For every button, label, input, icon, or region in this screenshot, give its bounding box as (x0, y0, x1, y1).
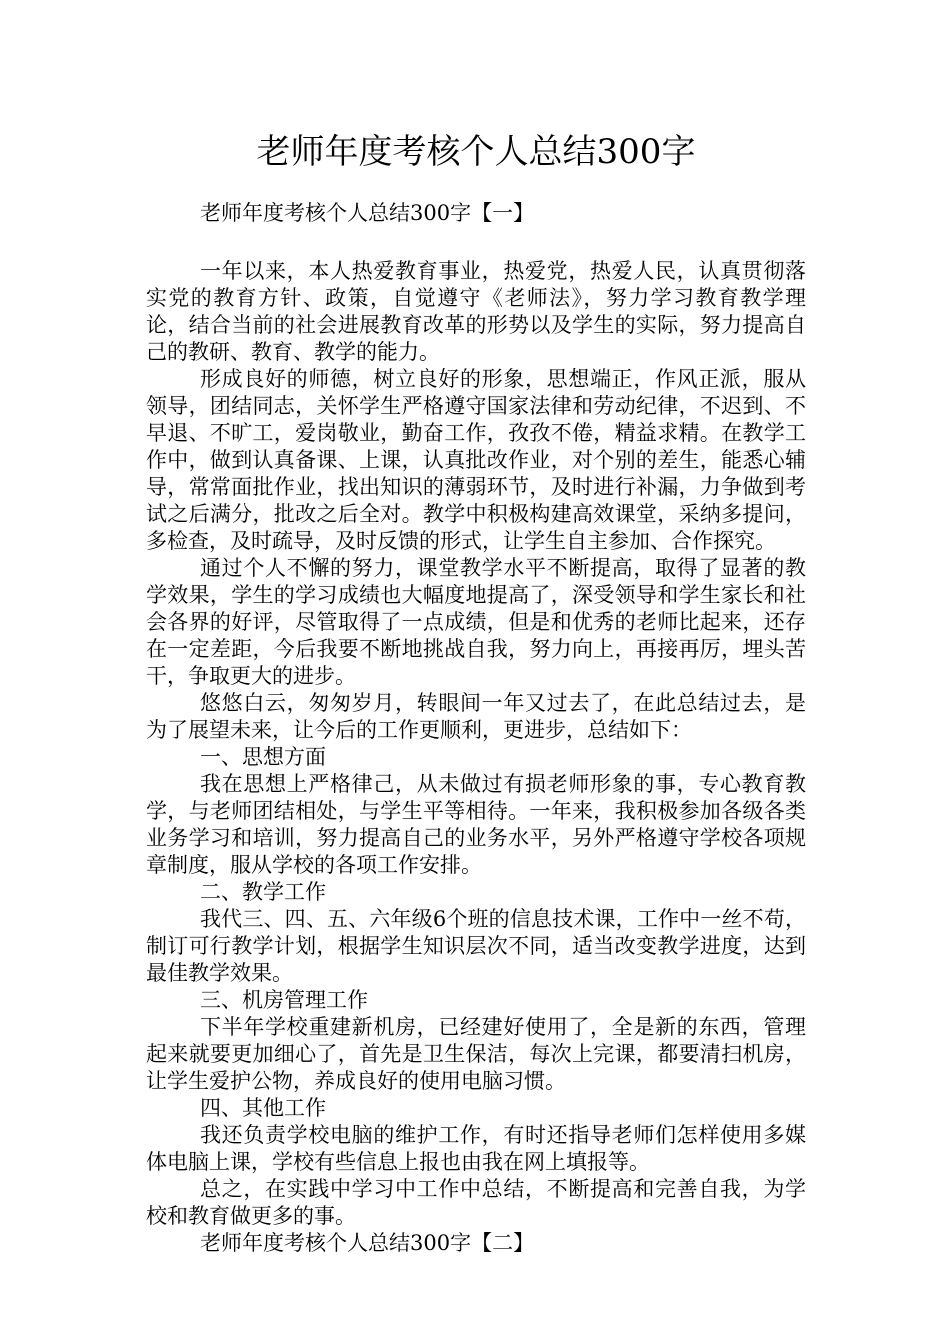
part-two-heading: 二、教学工作 (200, 880, 326, 904)
part-three-heading: 三、机房管理工作 (200, 988, 368, 1012)
section-one-heading: 老师年度考核个人总结300字【一】 (200, 201, 535, 225)
part-one-heading: 一、思想方面 (200, 745, 326, 769)
conclusion-paragraph: 总之，在实践中学习中工作中总结，不断提高和完善自我，为学校和教育做更多的事。 (146, 1177, 806, 1228)
part-four-heading: 四、其他工作 (200, 1096, 326, 1120)
achievement-paragraph: 通过个人不懈的努力，课堂教学水平不断提高，取得了显著的教学效果，学生的学习成绩也大幅度地提高了，深受领导和学生家长和社会各界的好评，尽管取得了一点成绩，但是和优秀的老师比起来，还存在一定差距，今后我要不断地挑战自我，努力向上，再接再厉，埋头苦干，争取更大的进步。 (146, 556, 806, 688)
ethics-paragraph: 形成良好的师德，树立良好的形象，思想端正，作风正派，服从领导，团结同志，关怀学生严格遵守国家法律和劳动纪律，不迟到、不早退、不旷工，爱岗敬业，勤奋工作，孜孜不倦，精益求精。在教学工作中，做到认真备课、上课，认真批改作业，对个别的差生，能悉心辅导，常常面批作业，找出知识的薄弱环节，及时进行补漏，力争做到考试之后满分，批改之后全对。教学中积极构建高效课堂，采纳多提问，多检查，及时疏导，及时反馈的形式，让学生自主参加、合作探究。 (146, 367, 806, 553)
part-two-text: 我代三、四、五、六年级6个班的信息技术课，工作中一丝不苟，制订可行教学计划，根据学生知识层次不同，适当改变教学进度，达到最佳教学效果。 (146, 907, 806, 985)
document-title: 老师年度考核个人总结300字 (256, 132, 696, 172)
part-one-text: 我在思想上严格律己，从未做过有损老师形象的事，专心教育教学，与老师团结相处，与学生平等相待。一年来，我积极参加各级各类业务学习和培训，努力提高自己的业务水平，另外严格遵守学校各项规章制度，服从学校的各项工作安排。 (146, 772, 806, 877)
section-two-heading: 老师年度考核个人总结300字【二】 (200, 1231, 535, 1255)
document-page (146, 128, 806, 1257)
part-four-text: 我还负责学校电脑的维护工作，有时还指导老师们怎样使用多媒体电脑上课，学校有些信息上报也由我在网上填报等。 (146, 1123, 806, 1174)
summary-intro-paragraph: 悠悠白云，匆匆岁月，转眼间一年又过去了，在此总结过去，是为了展望未来，让今后的工作更顺利，更进步，总结如下： (146, 691, 806, 742)
part-three-text: 下半年学校重建新机房，已经建好使用了，全是新的东西，管理起来就要更加细心了，首先是卫生保洁，每次上完课，都要清扫机房，让学生爱护公物，养成良好的使用电脑习惯。 (146, 1015, 806, 1093)
intro-paragraph: 一年以来，本人热爱教育事业，热爱党，热爱人民，认真贯彻落实党的教育方针、政策，自觉遵守《老师法》，努力学习教育教学理论，结合当前的社会进展教育改革的形势以及学生的实际，努力提高自己的教研、教育、教学的能力。 (146, 259, 806, 364)
